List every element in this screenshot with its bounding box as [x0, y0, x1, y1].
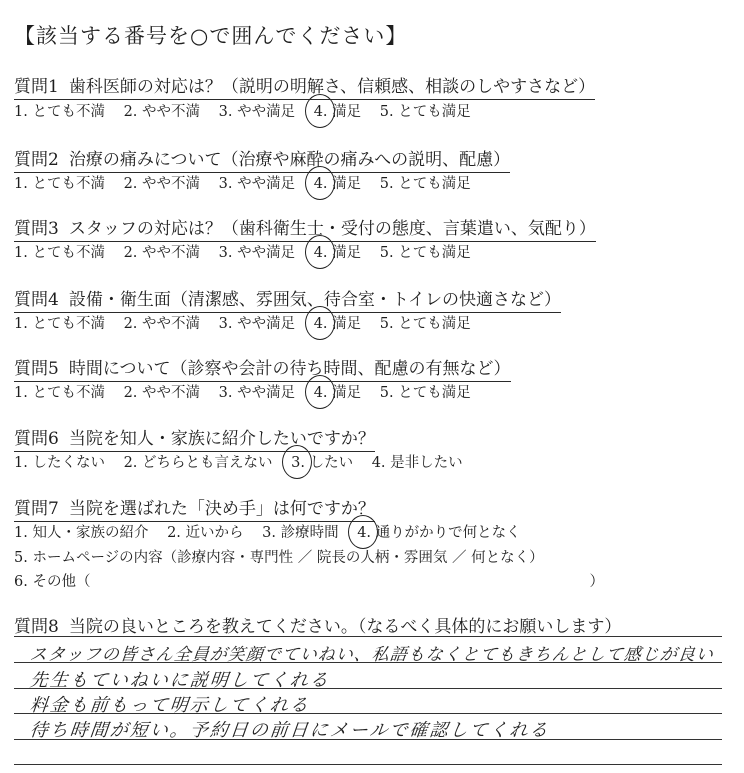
- question-3-text: スタッフの対応は？（歯科衛生士・受付の態度、言葉遣い、気配り）: [68, 219, 596, 239]
- q4-option-4-selected[interactable]: [314, 312, 361, 333]
- q1-option-5[interactable]: 5. とても満足: [379, 104, 471, 120]
- handwritten-answer-line-4: 待ち時間が短い。予約日の前日にメールで確認してくれる: [28, 720, 551, 741]
- page-title: 【該当する番号を○で囲んでください】: [14, 24, 408, 48]
- q6-option-3-label: 3. したい: [291, 455, 354, 471]
- q3-option-2[interactable]: 2. やや不満: [123, 245, 201, 261]
- question-6-label: [14, 424, 375, 452]
- question-7-label: [14, 494, 375, 522]
- q3-option-5[interactable]: 5. とても満足: [379, 245, 471, 261]
- q3-option-4-label: 4. 満足: [313, 245, 362, 261]
- question-7-options: [14, 521, 535, 542]
- question-1-label: [14, 72, 595, 100]
- question-1-text: 歯科医師の対応は？（説明の明解さ、信頼感、相談のしやすさなど）: [68, 77, 596, 97]
- question-4: [14, 285, 561, 313]
- question-6: [14, 424, 375, 452]
- q2-option-5[interactable]: 5. とても満足: [379, 176, 471, 192]
- question-1-number: 質問1: [14, 77, 59, 97]
- handwritten-answer-line-3: 料金も前もって明示してくれる: [28, 695, 311, 716]
- q5-option-1[interactable]: 1. とても不満: [14, 385, 105, 401]
- q5-option-4-label: 4. 満足: [313, 385, 362, 401]
- question-8: [14, 612, 621, 637]
- question-8-number: 質問8: [14, 617, 59, 637]
- answer-line: [14, 764, 722, 765]
- question-3: [14, 214, 596, 242]
- q2-option-2[interactable]: 2. やや不満: [123, 176, 201, 192]
- question-5-options: [14, 381, 485, 402]
- q7-option-5[interactable]: 5. ホームページの内容（診療内容・専門性 ／ 院長の人柄・雰囲気 ／ 何となく）: [14, 550, 544, 566]
- q3-option-1[interactable]: 1. とても不満: [14, 245, 105, 261]
- q7-option-6[interactable]: 6. その他（: [14, 574, 91, 590]
- question-2-text: 治療の痛みについて（治療や麻酔の痛みへの説明、配慮）: [68, 150, 511, 170]
- question-7-text: 当院を選ばれた「決め手」は何ですか？: [68, 499, 375, 519]
- q1-option-2[interactable]: 2. やや不満: [123, 104, 201, 120]
- q7-option-3[interactable]: 3. 診療時間: [262, 525, 339, 541]
- question-1-options: [14, 100, 485, 121]
- q1-option-3[interactable]: 3. やや満足: [218, 104, 296, 120]
- question-4-text: 設備・衛生面（清潔感、雰囲気、待合室・トイレの快適さなど）: [68, 290, 561, 310]
- q4-option-2[interactable]: 2. やや不満: [123, 316, 201, 332]
- q5-option-5[interactable]: 5. とても満足: [379, 385, 471, 401]
- q7-option-1[interactable]: 1. 知人・家族の紹介: [14, 525, 149, 541]
- question-8-label: [14, 617, 621, 637]
- q6-option-4[interactable]: 4. 是非したい: [371, 455, 463, 471]
- question-5-label: [14, 354, 511, 382]
- question-3-number: 質問3: [14, 219, 59, 239]
- question-2: [14, 145, 510, 173]
- q6-option-2[interactable]: 2. どちらとも言えない: [123, 455, 273, 471]
- q6-option-1[interactable]: 1. したくない: [14, 455, 105, 471]
- q6-option-3-selected[interactable]: [291, 451, 353, 472]
- q2-option-4-selected[interactable]: [314, 172, 361, 193]
- q4-option-4-label: 4. 満足: [313, 316, 362, 332]
- question-4-options: [14, 312, 485, 333]
- q4-option-1[interactable]: 1. とても不満: [14, 316, 105, 332]
- q7-option-2[interactable]: 2. 近いから: [167, 525, 244, 541]
- question-2-options: [14, 172, 485, 193]
- question-1: [14, 72, 595, 100]
- question-5-number: 質問5: [14, 359, 59, 379]
- q1-option-1[interactable]: 1. とても不満: [14, 104, 105, 120]
- q1-option-4-label: 4. 満足: [313, 104, 362, 120]
- question-7: [14, 494, 375, 522]
- question-4-number: 質問4: [14, 290, 59, 310]
- question-6-options: [14, 451, 477, 472]
- handwritten-answer-line-1: スタッフの皆さん全員が笑顔でていねい、私語もなくとてもきちんとして感じが良い: [28, 645, 715, 665]
- q3-option-3[interactable]: 3. やや満足: [218, 245, 296, 261]
- q5-option-4-selected[interactable]: [314, 381, 361, 402]
- q2-option-4-label: 4. 満足: [313, 176, 362, 192]
- question-3-options: [14, 241, 485, 262]
- question-6-text: 当院を知人・家族に紹介したいですか？: [68, 429, 375, 449]
- question-4-label: [14, 285, 561, 313]
- q2-option-3[interactable]: 3. やや満足: [218, 176, 296, 192]
- q3-option-4-selected[interactable]: [314, 241, 361, 262]
- q4-option-5[interactable]: 5. とても満足: [379, 316, 471, 332]
- q7-option-4-label: 4. 通りがかりで何となく: [357, 525, 521, 541]
- q7-option-6-close: ）: [589, 574, 604, 590]
- question-3-label: [14, 214, 596, 242]
- question-5: [14, 354, 511, 382]
- question-8-text: 当院の良いところを教えてください。（なるべく具体的にお願いします）: [68, 617, 622, 637]
- question-5-text: 時間について（診察や会計の待ち時間、配慮の有無など）: [68, 359, 511, 379]
- question-2-label: [14, 145, 510, 173]
- answer-line: [14, 636, 722, 637]
- question-7-options-row3: [14, 570, 604, 591]
- question-6-number: 質問6: [14, 429, 59, 449]
- q1-option-4-selected[interactable]: [314, 100, 361, 121]
- q5-option-2[interactable]: 2. やや不満: [123, 385, 201, 401]
- handwritten-answer-line-2: 先生もていねいに説明してくれる: [28, 670, 331, 691]
- q4-option-3[interactable]: 3. やや満足: [218, 316, 296, 332]
- question-7-number: 質問7: [14, 499, 59, 519]
- question-7-options-row2: [14, 546, 558, 567]
- q7-option-4-selected[interactable]: [357, 521, 520, 542]
- q5-option-3[interactable]: 3. やや満足: [218, 385, 296, 401]
- q2-option-1[interactable]: 1. とても不満: [14, 176, 105, 192]
- question-2-number: 質問2: [14, 150, 59, 170]
